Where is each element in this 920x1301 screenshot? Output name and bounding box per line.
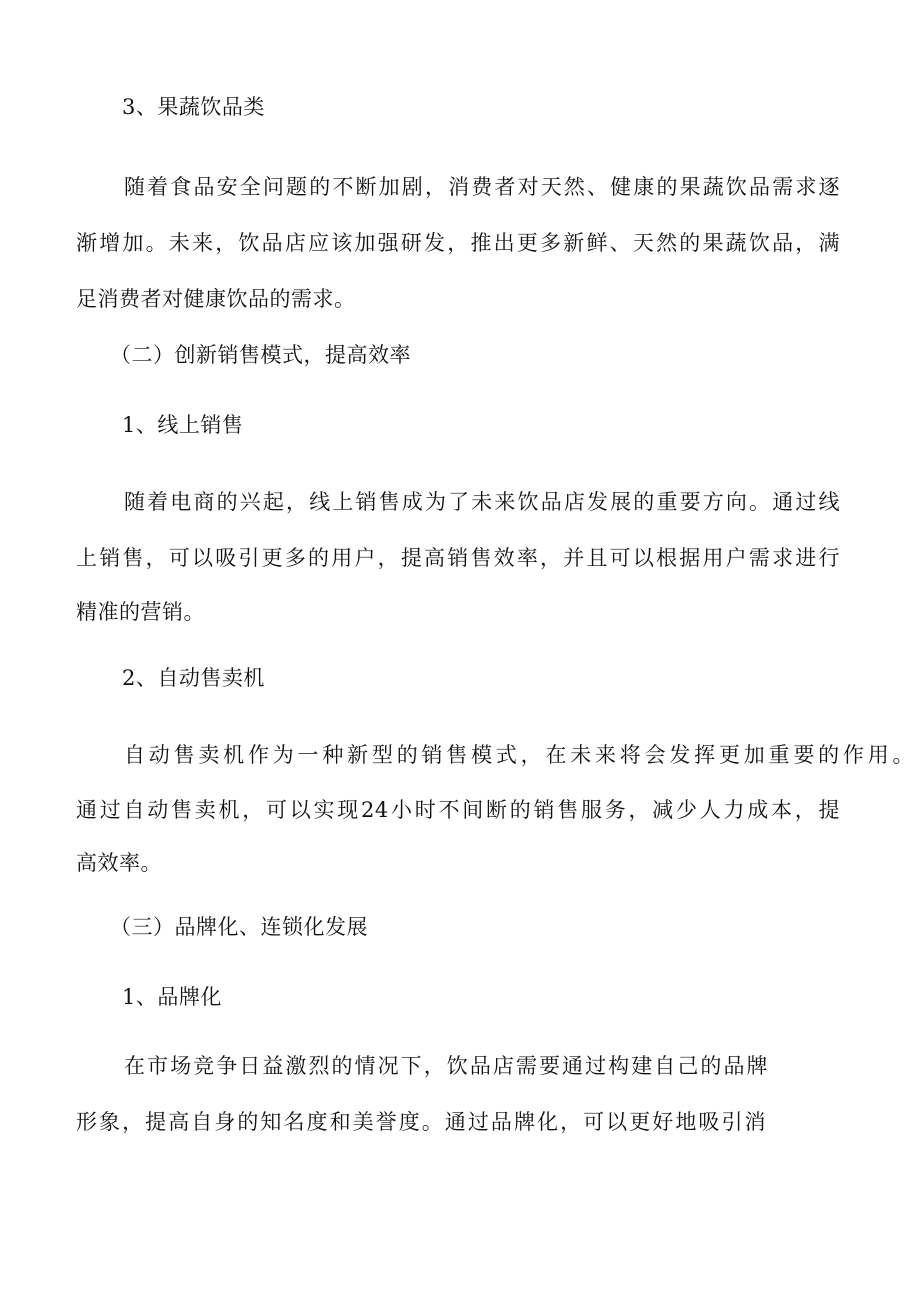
paragraph-line: 随着食品安全问题的不断加剧，消费者对天然、健康的果蔬饮品需求逐 [124, 175, 840, 199]
paragraph-line: 在市场竞争日益激烈的情况下，饮品店需要通过构建自己的品牌 [124, 1054, 768, 1078]
section-heading-branding: 1、品牌化 [122, 985, 222, 1009]
part-heading-innovate-sales: （二）创新销售模式，提高效率 [110, 343, 411, 367]
section-heading-vending-machine: 2、自动售卖机 [122, 666, 265, 690]
paragraph-line: 随着电商的兴起，线上销售成为了未来饮品店发展的重要方向。通过线 [124, 490, 840, 514]
paragraph-line: 精准的营销。 [76, 600, 205, 624]
part-heading-branding-chain: （三）品牌化、连锁化发展 [110, 915, 368, 939]
paragraph-line: 自动售卖机作为一种新型的销售模式，在未来将会发挥更加重要的作用。 [124, 743, 914, 767]
paragraph-line: 上销售，可以吸引更多的用户，提高销售效率，并且可以根据用户需求进行 [76, 546, 840, 570]
paragraph-line: 渐增加。未来，饮品店应该加强研发，推出更多新鲜、天然的果蔬饮品，满 [76, 231, 840, 255]
paragraph-line: 形象，提高自身的知名度和美誉度。通过品牌化，可以更好地吸引消 [76, 1110, 766, 1134]
section-heading-fruit-veg-drinks: 3、果蔬饮品类 [122, 95, 265, 119]
paragraph-line: 通过自动售卖机，可以实现24小时不间断的销售服务，减少人力成本，提 [76, 798, 840, 822]
paragraph-line: 高效率。 [76, 851, 162, 875]
section-heading-online-sales: 1、线上销售 [122, 413, 244, 437]
paragraph-line: 足消费者对健康饮品的需求。 [76, 287, 356, 311]
